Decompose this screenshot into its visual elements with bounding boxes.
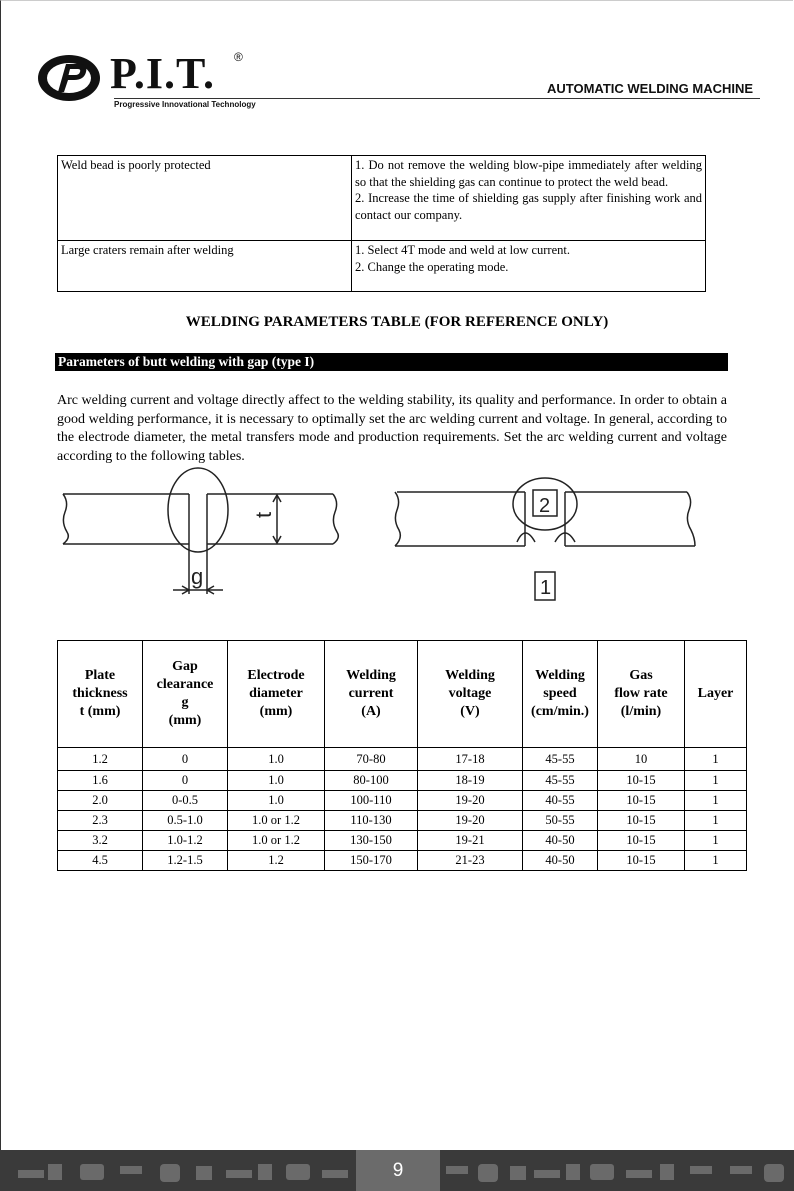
col-header-layer: Layer	[685, 641, 747, 748]
cell: 0	[143, 771, 228, 791]
cell: 80-100	[325, 771, 418, 791]
solution-cell	[352, 156, 706, 241]
cell: 100-110	[325, 791, 418, 811]
cell: 40-50	[523, 851, 598, 871]
solution-cell	[352, 241, 706, 292]
cell: 1.0 or 1.2	[228, 811, 325, 831]
table-row	[58, 831, 747, 851]
cell: 0-0.5	[143, 791, 228, 811]
cell: 2.0	[58, 791, 143, 811]
welding-parameters-table	[57, 640, 747, 871]
cell: 10	[598, 748, 685, 771]
cell: 1	[685, 831, 747, 851]
problem-cell: Large craters remain after welding	[58, 241, 352, 292]
subsection-bar: Parameters of butt welding with gap (type I)	[55, 353, 728, 371]
solution-line: 2. Increase the time of shielding gas supply after finishing work and contact our company.	[355, 191, 702, 222]
intro-paragraph: Arc welding current and voltage directly affect to the welding stability, its quality and performance. In order to obtain a good welding performance, it is necessary to optimally set the arc welding current and voltage. In general, according to the electrode diameter, the metal transfers mode and production requirements. Set the arc welding current and voltage according to the following tables.	[57, 393, 727, 464]
cell: 1.2-1.5	[143, 851, 228, 871]
cell: 150-170	[325, 851, 418, 871]
cell: 10-15	[598, 791, 685, 811]
gap-label: g	[191, 564, 204, 589]
table-row	[58, 811, 747, 831]
solution-line: 1. Select 4T mode and weld at low current.	[355, 243, 570, 257]
cell: 1.0	[228, 748, 325, 771]
registered-mark: ®	[234, 50, 243, 64]
cell: 18-19	[418, 771, 523, 791]
cell: 50-55	[523, 811, 598, 831]
cell: 130-150	[325, 831, 418, 851]
section-title: WELDING PARAMETERS TABLE (FOR REFERENCE ONLY)	[185, 314, 609, 330]
cell: 1	[685, 791, 747, 811]
table-row	[58, 851, 747, 871]
cell: 1.0-1.2	[143, 831, 228, 851]
pit-logo-icon	[36, 52, 102, 104]
cell: 70-80	[325, 748, 418, 771]
table-row	[58, 241, 706, 292]
plate-number-label: 1	[540, 577, 552, 599]
cell: 110-130	[325, 811, 418, 831]
cell: 1.2	[58, 748, 143, 771]
col-header-welding-speed: Welding speed (cm/min.)	[523, 641, 598, 748]
col-header-welding-voltage: Welding voltage (V)	[418, 641, 523, 748]
problem-cell: Weld bead is poorly protected	[58, 156, 352, 241]
butt-weld-diagram	[55, 462, 755, 612]
page-number: 9	[356, 1150, 440, 1191]
cell: 1	[685, 748, 747, 771]
cell: 40-55	[523, 791, 598, 811]
col-header-gap-clearance: Gap clearance g (mm)	[143, 641, 228, 748]
cell: 2.3	[58, 811, 143, 831]
pit-logo	[36, 50, 256, 112]
cell: 45-55	[523, 771, 598, 791]
cell: 1	[685, 811, 747, 831]
logo-text: P.I.T.	[110, 49, 216, 98]
cell: 19-20	[418, 791, 523, 811]
cell: 3.2	[58, 831, 143, 851]
cell: 1.6	[58, 771, 143, 791]
cell: 1.0	[228, 791, 325, 811]
cell: 19-20	[418, 811, 523, 831]
thickness-label: t	[251, 511, 276, 518]
table-row	[58, 748, 747, 771]
weld-number-label: 2	[539, 495, 551, 517]
solution-line: 2. Change the operating mode.	[355, 259, 509, 274]
cell: 1	[685, 851, 747, 871]
cell: 40-50	[523, 831, 598, 851]
table-row	[58, 771, 747, 791]
col-header-welding-current: Welding current (A)	[325, 641, 418, 748]
cell: 10-15	[598, 811, 685, 831]
cell: 1.0 or 1.2	[228, 831, 325, 851]
cell: 0	[143, 748, 228, 771]
cell: 10-15	[598, 851, 685, 871]
cell: 45-55	[523, 748, 598, 771]
cell: 10-15	[598, 831, 685, 851]
header-divider	[114, 98, 760, 99]
cell: 1	[685, 771, 747, 791]
header-row	[58, 641, 747, 748]
cell: 1.2	[228, 851, 325, 871]
table-row	[58, 156, 706, 241]
table-row	[58, 791, 747, 811]
col-header-gas-flow-rate: Gas flow rate (l/min)	[598, 641, 685, 748]
logo-tagline: Progressive Innovational Technology	[114, 100, 256, 109]
col-header-electrode-diameter: Electrode diameter (mm)	[228, 641, 325, 748]
cell: 4.5	[58, 851, 143, 871]
cell: 10-15	[598, 771, 685, 791]
solution-line: 1. Do not remove the welding blow-pipe immediately after welding so that the shielding gas can continue to protect the weld bead.	[355, 158, 702, 189]
cell: 1.0	[228, 771, 325, 791]
cell: 19-21	[418, 831, 523, 851]
document-title: AUTOMATIC WELDING MACHINE	[547, 81, 754, 96]
col-header-plate-thickness: Plate thickness t (mm)	[58, 641, 143, 748]
cell: 21-23	[418, 851, 523, 871]
troubleshooting-table	[57, 155, 706, 292]
cell: 0.5-1.0	[143, 811, 228, 831]
cell: 17-18	[418, 748, 523, 771]
